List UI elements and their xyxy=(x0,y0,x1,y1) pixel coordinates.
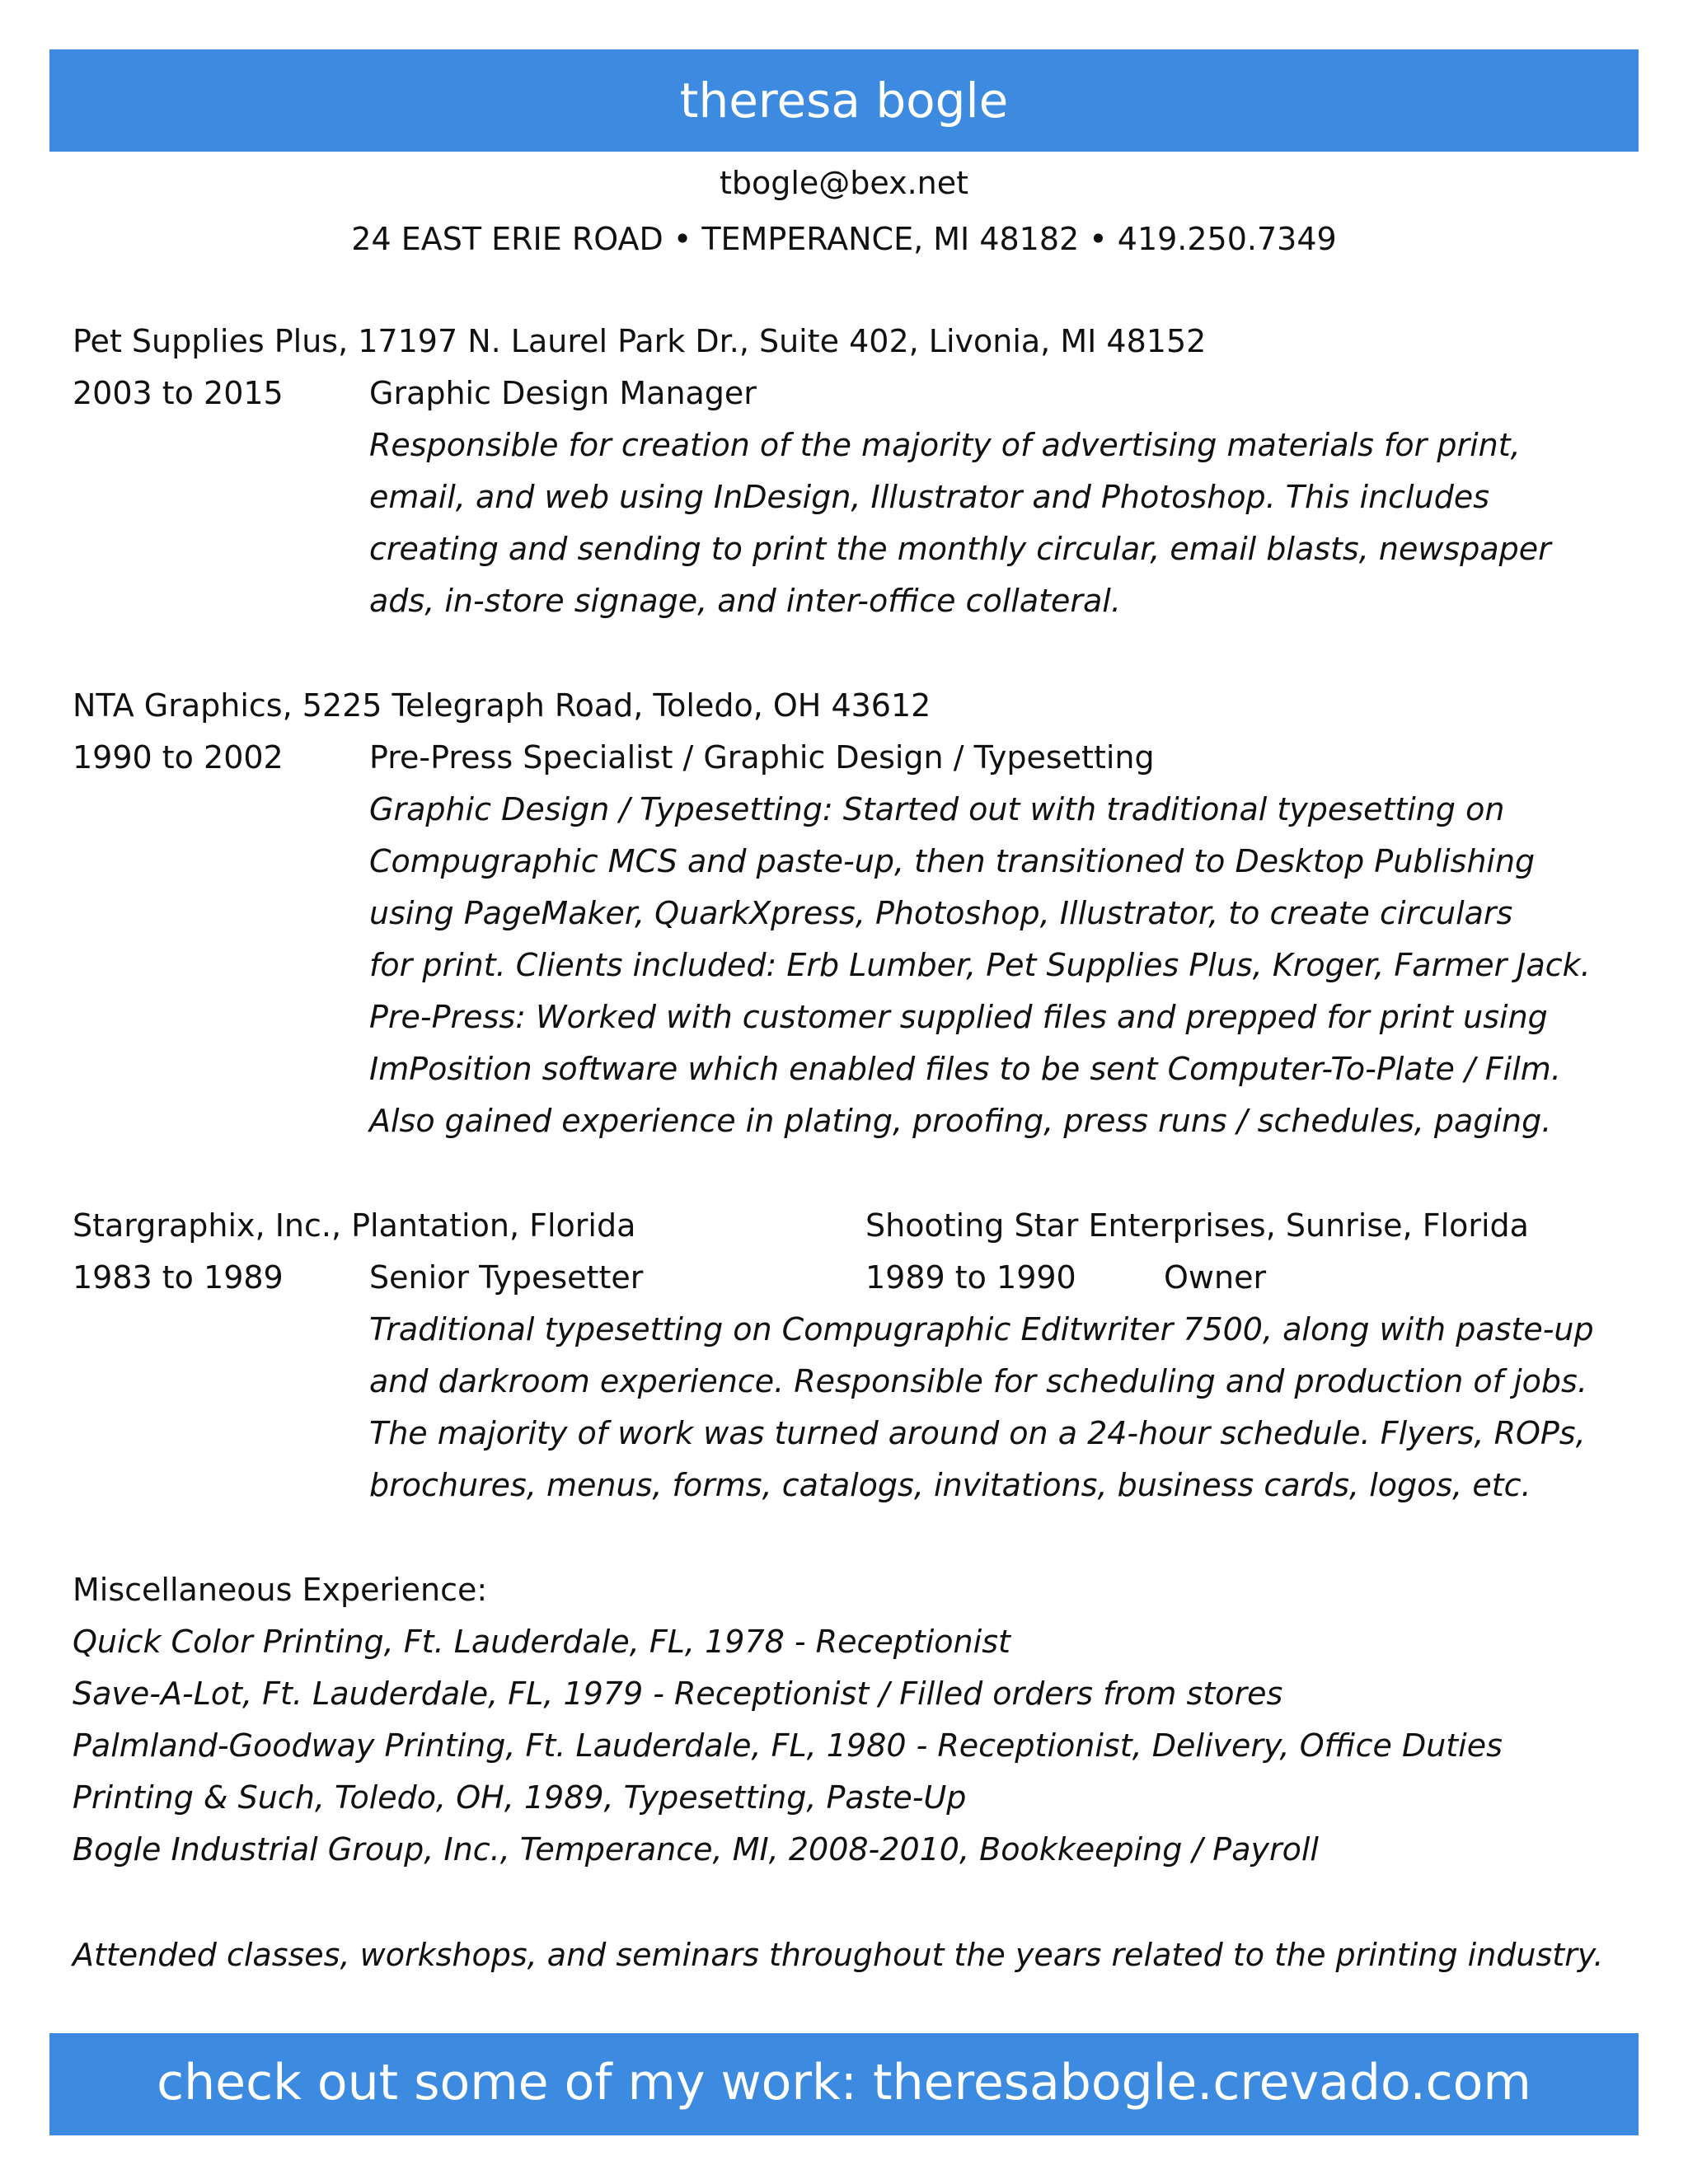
misc-heading: Miscellaneous Experience: xyxy=(73,1572,488,1608)
training-note: Attended classes, workshops, and seminars throughout the years related to the printing industry. xyxy=(73,1937,1604,1973)
job-company: Pet Supplies Plus, 17197 N. Laurel Park Dr., Suite 402, Livonia, MI 48152 xyxy=(73,323,1207,359)
misc-item: Palmland-Goodway Printing, Ft. Lauderdale, FL, 1980 - Receptionist, Delivery, Office Duties xyxy=(73,1727,1503,1764)
portfolio-banner[interactable] xyxy=(49,2033,1639,2135)
job-title: Graphic Design Manager xyxy=(369,375,757,411)
job-title: Pre-Press Specialist / Graphic Design / Typesetting xyxy=(369,739,1155,776)
name-heading: theresa bogle xyxy=(679,73,1009,129)
misc-item: Save-A-Lot, Ft. Lauderdale, FL, 1979 - Receptionist / Filled orders from stores xyxy=(73,1675,1283,1712)
job-description-line: email, and web using InDesign, Illustrator and Photoshop. This includes xyxy=(369,479,1490,515)
job-description-line: Responsible for creation of the majority of advertising materials for print, xyxy=(369,427,1521,463)
job-description-line: Compugraphic MCS and paste-up, then transitioned to Desktop Publishing xyxy=(369,843,1536,879)
job-description-line: for print. Clients included: Erb Lumber, Pet Supplies Plus, Kroger, Farmer Jack. xyxy=(369,947,1591,983)
job-description-line: Traditional typesetting on Compugraphic Editwriter 7500, along with paste-up xyxy=(369,1311,1594,1347)
address-text: 24 EAST ERIE ROAD • TEMPERANCE, MI 48182 • 419.250.7349 xyxy=(351,221,1337,257)
job-description-line: ads, in-store signage, and inter-office collateral. xyxy=(369,583,1121,619)
job-company-secondary: Shooting Star Enterprises, Sunrise, Florida xyxy=(865,1207,1529,1244)
job-company: NTA Graphics, 5225 Telegraph Road, Toledo, OH 43612 xyxy=(73,687,931,724)
misc-item: Bogle Industrial Group, Inc., Temperance, MI, 2008-2010, Bookkeeping / Payroll xyxy=(73,1831,1319,1868)
misc-item: Printing & Such, Toledo, OH, 1989, Typesetting, Paste-Up xyxy=(73,1779,967,1816)
job-dates: 2003 to 2015 xyxy=(73,375,284,411)
email-text: tbogle@bex.net xyxy=(719,165,969,201)
job-dates: 1983 to 1989 xyxy=(73,1259,284,1296)
job-description-line: Pre-Press: Worked with customer supplied files and prepped for print using xyxy=(369,999,1548,1035)
job-title: Senior Typesetter xyxy=(369,1259,644,1296)
job-company: Stargraphix, Inc., Plantation, Florida xyxy=(73,1207,636,1244)
job-description-line: and darkroom experience. Responsible for scheduling and production of jobs. xyxy=(369,1363,1587,1399)
job-title-secondary: Owner xyxy=(1164,1259,1267,1296)
job-description-line: creating and sending to print the monthly circular, email blasts, newspaper xyxy=(369,531,1551,567)
job-description-line: ImPosition software which enabled files to be sent Computer-To-Plate / Film. xyxy=(369,1051,1561,1087)
job-description-line: brochures, menus, forms, catalogs, invitations, business cards, logos, etc. xyxy=(369,1467,1531,1503)
job-dates-secondary: 1989 to 1990 xyxy=(865,1259,1076,1296)
portfolio-link-text[interactable]: check out some of my work: theresabogle.crevado.com xyxy=(157,2054,1531,2111)
job-description-line: using PageMaker, QuarkXpress, Photoshop, Illustrator, to create circulars xyxy=(369,895,1513,931)
job-description-line: Also gained experience in plating, proofing, press runs / schedules, paging. xyxy=(369,1103,1552,1139)
job-description-line: Graphic Design / Typesetting: Started out with traditional typesetting on xyxy=(369,791,1505,827)
name-banner xyxy=(49,49,1639,152)
misc-item: Quick Color Printing, Ft. Lauderdale, FL, 1978 - Receptionist xyxy=(73,1624,1010,1660)
job-dates: 1990 to 2002 xyxy=(73,739,284,776)
job-description-line: The majority of work was turned around on a 24-hour schedule. Flyers, ROPs, xyxy=(369,1415,1586,1451)
